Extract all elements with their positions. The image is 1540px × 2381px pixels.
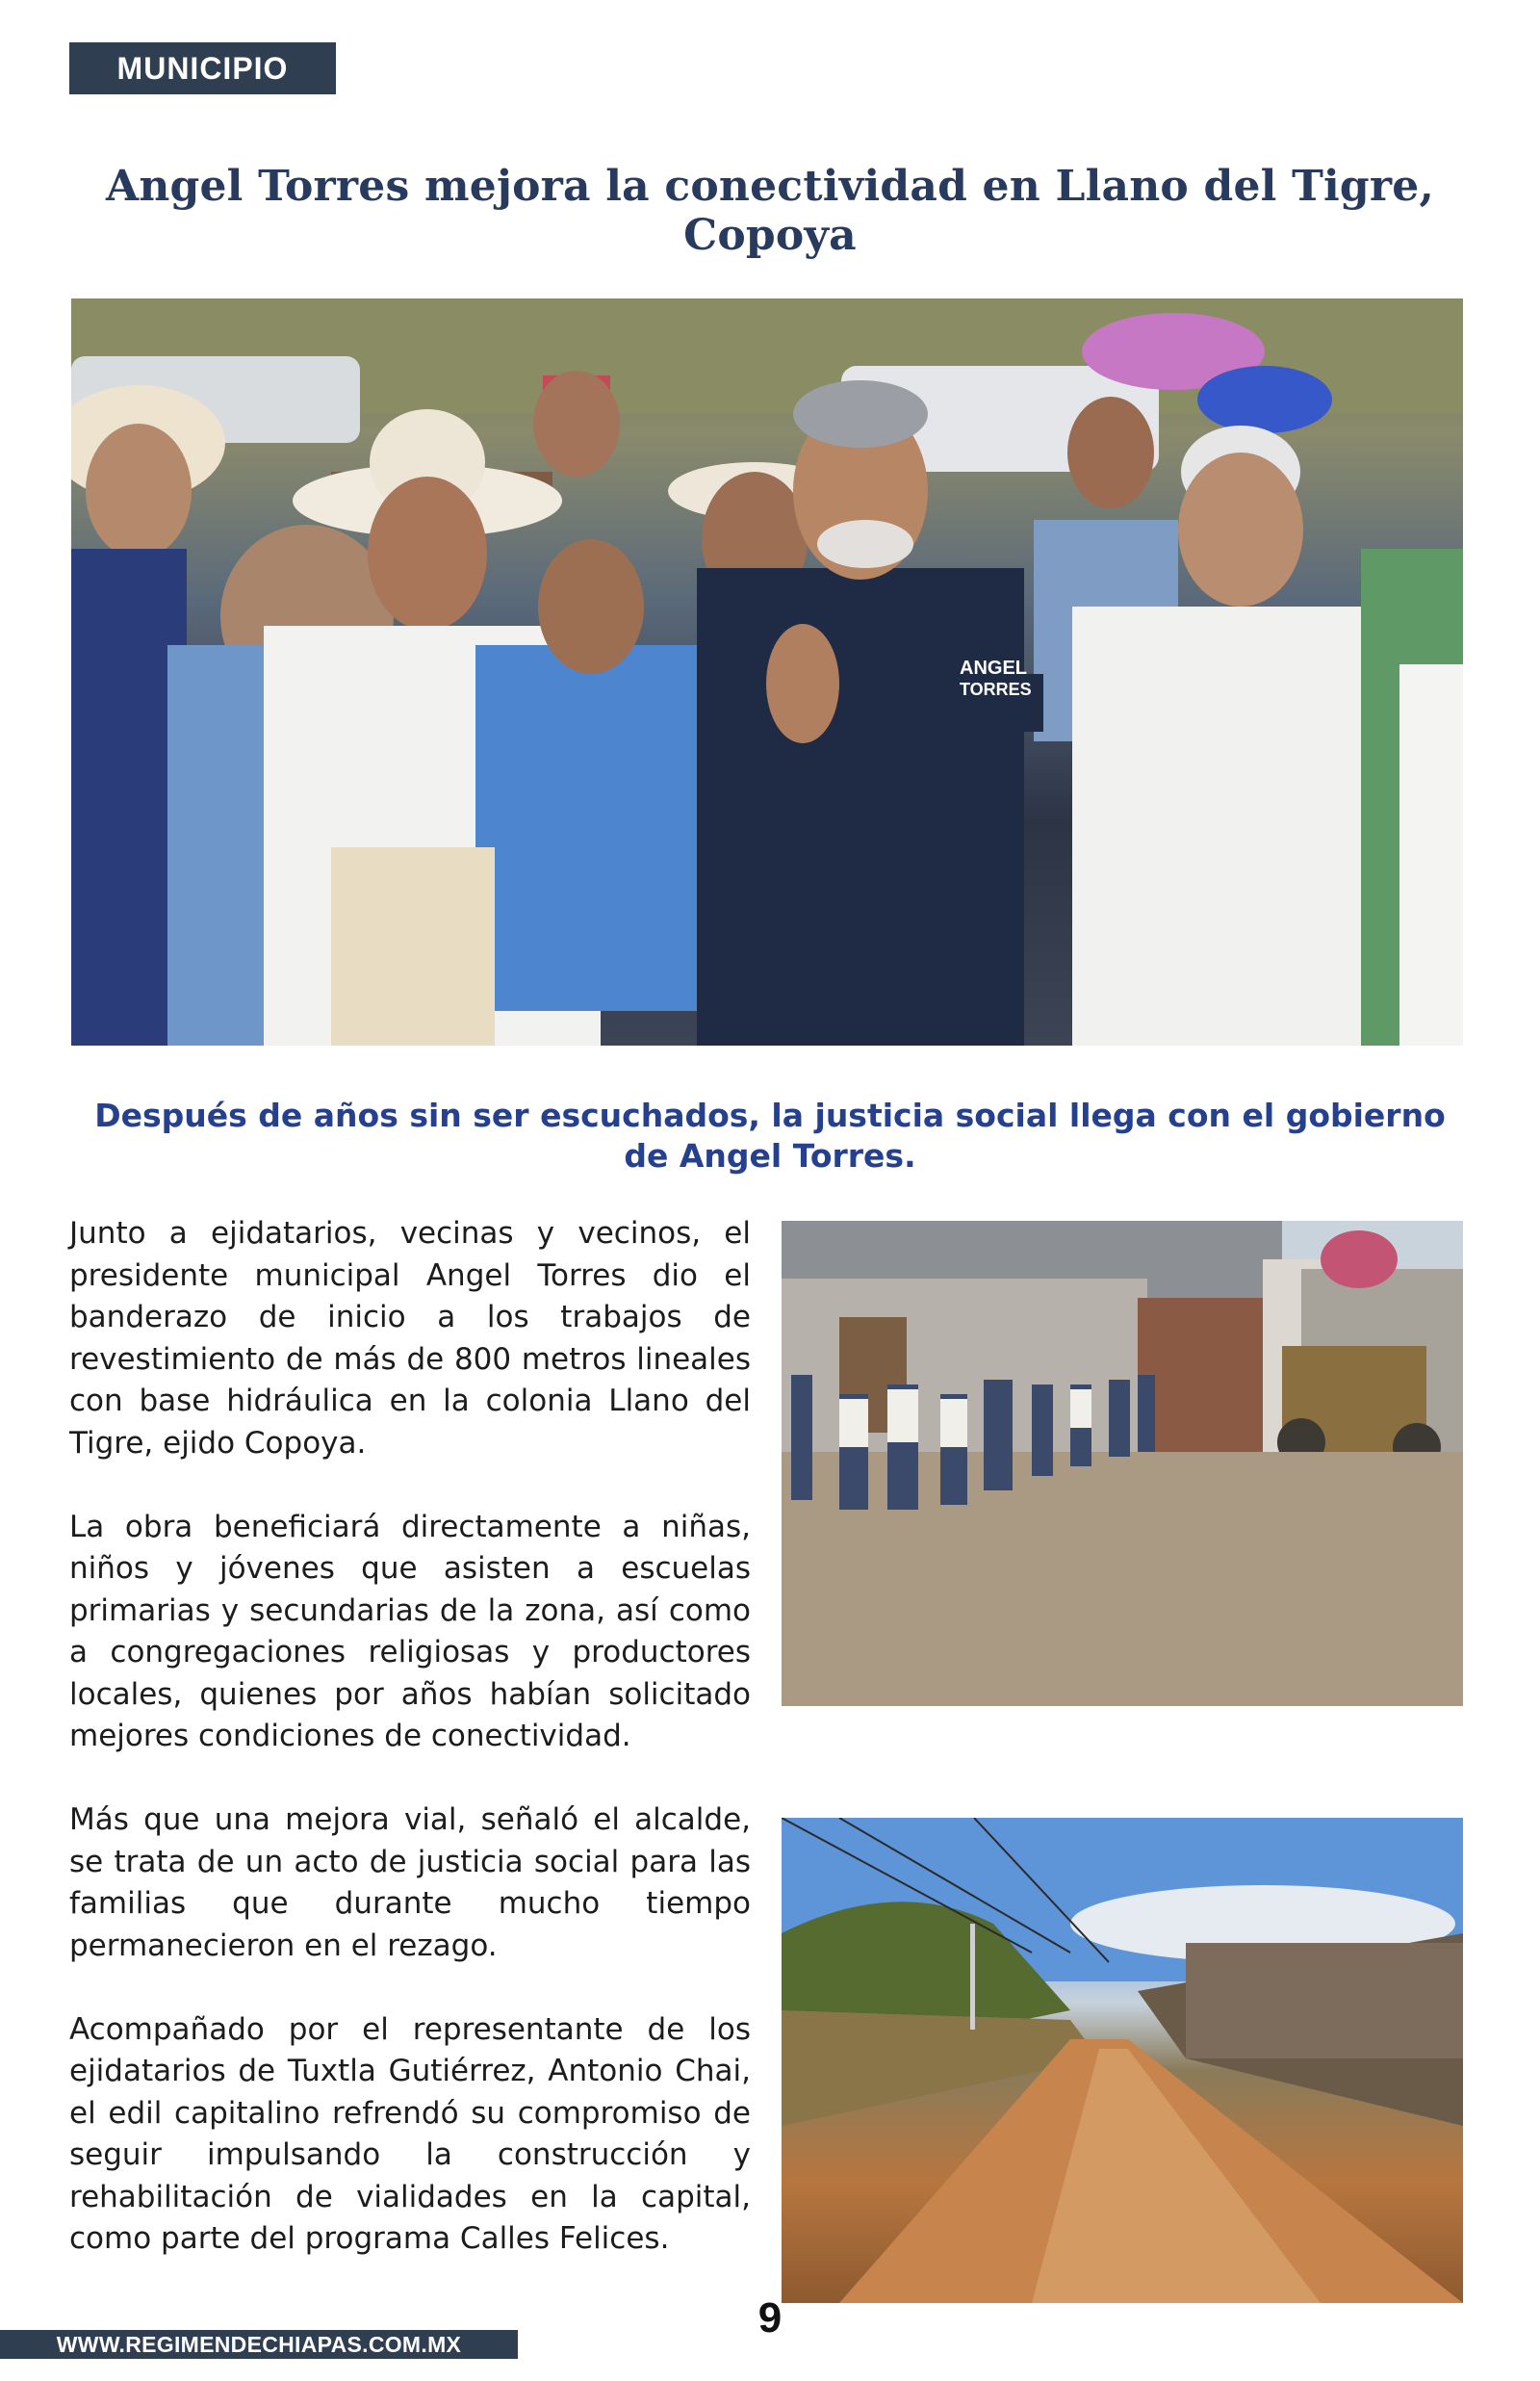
paragraph-1: Junto a ejidatarios, vecinas y vecinos, el presidente municipal Angel Torres dio el banderazo de inicio a los trabajos de revestimiento de más de 800 metros lineales con base hidráulica en la colonia Llano del Tigre, ejido Copoya. [69, 1216, 751, 1461]
photo-caption: Después de años sin ser escuchados, la justicia social llega con el gobierno de Angel Torres. [94, 1097, 1446, 1175]
article-title: Angel Torres mejora la conectividad en Llano del Tigre, Copoya [105, 162, 1434, 260]
footer-website[interactable]: WWW.REGIMENDECHIAPAS.COM.MX [0, 2330, 518, 2359]
section-tag: MUNICIPIO [69, 42, 336, 94]
hero-photo [71, 298, 1463, 1046]
street-ceremony-photo [782, 1221, 1463, 1706]
page-number: 9 [757, 2294, 783, 2342]
dirt-road-photo [782, 1818, 1463, 2303]
paragraph-3: Más que una mejora vial, señaló el alcalde, se trata de un acto de justicia social para las familias que durante mucho tiempo permanecieron en el rezago. [69, 1802, 751, 1963]
paragraph-4: Acompañado por el representante de los ejidatarios de Tuxtla Gutiérrez, Antonio Chai, el edil capitalino refrendó su compromiso de seguir impulsando la construcción y rehabilitación de vialidades en la capital, como parte del programa Calles Felices. [69, 2011, 751, 2256]
article-body [69, 1213, 751, 2302]
svg-text:TORRES: TORRES [960, 680, 1032, 699]
paragraph-2: La obra beneficiará directamente a niñas, niños y jóvenes que asisten a escuelas primarias y secundarias de la zona, así como a congregaciones religiosas y productores locales, quienes por años habían solicitado mejores condiciones de conectividad. [69, 1509, 751, 1753]
shirt-logo-text: ANGEL [960, 658, 1027, 679]
